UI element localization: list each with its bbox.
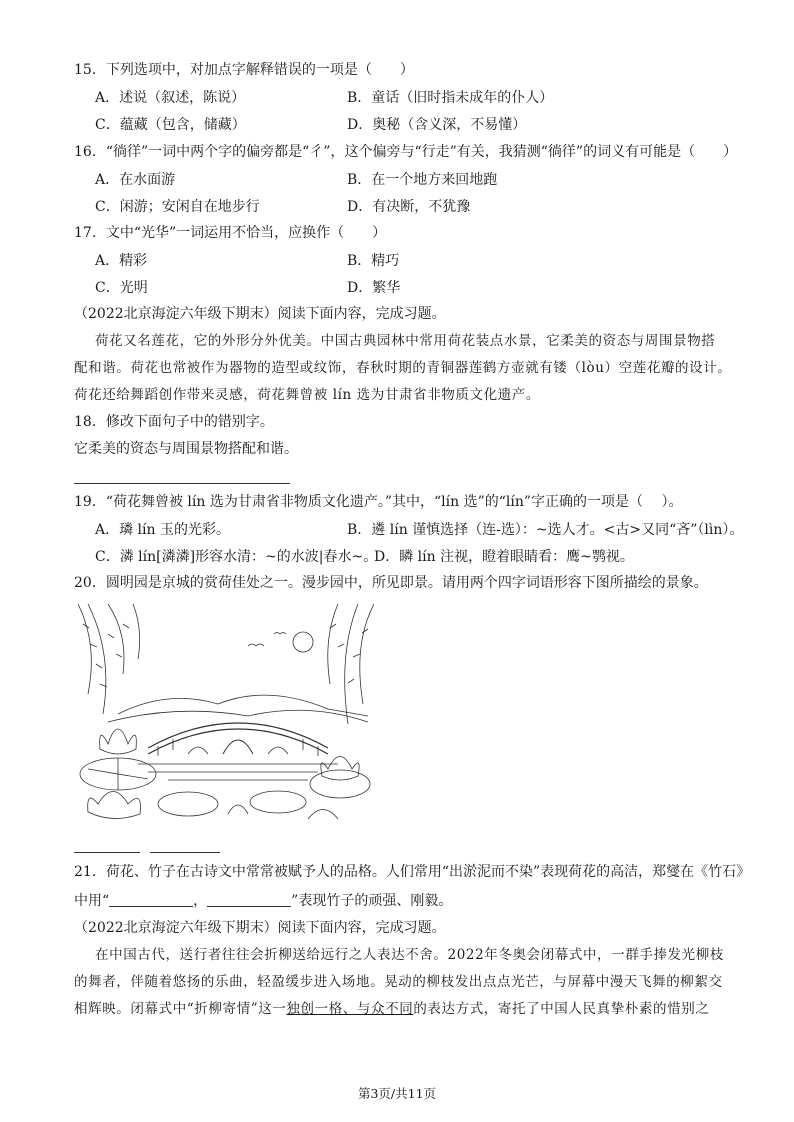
- q20-stem: 20．圆明园是京城的赏荷佳处之一。漫步园中，所见即景。请用两个四字词语形容下图所描绘的景象。: [74, 575, 708, 591]
- q21-blank-1[interactable]: [109, 892, 193, 907]
- page-number: 第3页/共11页: [357, 1086, 437, 1101]
- q16-option-c: C．闲游；安闲自在地步行: [95, 199, 260, 215]
- q16-option-b: B．在一个地方来回地跑: [347, 172, 498, 188]
- passage2-line-3-end: 的表达方式，寄托了中国人民真挚朴素的惜别之: [413, 1001, 710, 1017]
- q21-line-1: 21．荷花、竹子在古诗文中常常被赋予人的品格。人们常用“出淤泥而不染”表现荷花的高洁，郑燮在《竹石》: [74, 864, 751, 880]
- passage2-line-3-start: 相辉映。闭幕式中“折柳寄情”这一: [74, 1001, 287, 1017]
- q16-stem: 16．“徜徉”一词中两个字的偏旁都是“彳”，这个偏旁与“行走”有关，我猜测“徜徉”的词义有可能是（ ）: [74, 144, 738, 160]
- q15-option-c: C．蕴藏（包含，储藏）: [95, 117, 246, 133]
- passage2-underlined-phrase: 独创一格、与众不同: [286, 1001, 414, 1017]
- passage1-source: （2022北京海淀六年级下期末）阅读下面内容，完成习题。: [74, 306, 446, 322]
- lotus-pond-bridge-illustration: [78, 604, 374, 826]
- q21-line-2: [74, 891, 452, 911]
- q19-option-b: B．遴 lín 谨慎选择（连-选）：~选人才。<古>又同“吝”（lìn）。: [347, 522, 744, 538]
- passage2-line-1: 在中国古代，送行者往往会折柳送给远行之人表达不舍。2022年冬奥会闭幕式中，一群手捧发光柳枝: [95, 947, 724, 963]
- sun-icon: [293, 632, 313, 652]
- q15-option-b: B．童话（旧时指未成年的仆人）: [347, 90, 554, 106]
- q21-suffix: ”表现竹子的顽强、刚毅。: [291, 893, 453, 909]
- q17-option-a: A．精彩: [95, 253, 148, 269]
- q18-sentence: 它柔美的资态与周围景物搭配和谐。: [74, 441, 298, 457]
- passage2-line-2: 的舞者，伴随着悠扬的乐曲，轻盈缓步进入场地。晃动的柳枝发出点点光芒，与屏幕中漫天飞舞的柳絮交: [74, 974, 723, 990]
- q15-option-a: A．述说（叙述，陈说）: [95, 90, 246, 106]
- q18-answer-line[interactable]: [74, 483, 290, 484]
- passage2-line-3: [74, 999, 709, 1019]
- q16-option-a: A．在水面游: [95, 172, 176, 188]
- q19-option-d: D．瞵 lín 注视，瞪着眼睛看：鹰~鹗视。: [374, 549, 634, 565]
- q17-stem: 17．文中“光华”一词运用不恰当，应换作（ ）: [74, 225, 387, 241]
- q19-option-a: A．璘 lín 玉的光彩。: [95, 522, 230, 538]
- q18-stem: 18．修改下面句子中的错别字。: [74, 414, 274, 430]
- q16-option-d: D．有决断，不犹豫: [347, 199, 471, 215]
- passage1-line-2: 配和谐。荷花也常被作为器物的造型或纹饰，春秋时期的青铜器莲鹤方壶就有镂（lòu）空莲花瓣的设计。: [74, 360, 732, 376]
- q20-answer-blank-2[interactable]: [150, 852, 220, 853]
- q20-answer-blank-1[interactable]: [74, 852, 140, 853]
- q17-option-b: B．精巧: [347, 253, 400, 269]
- q21-blank-2[interactable]: [207, 892, 291, 907]
- passage1-line-3: 荷花还给舞蹈创作带来灵感，荷花舞曾被 lín 选为甘肃省非物质文化遗产。: [74, 387, 541, 403]
- q19-option-c: C．潾 lín[潾潾]形容水清：~的水波|春水~。: [95, 549, 378, 565]
- q15-stem: 15．下列选项中，对加点字解释错误的一项是（ ）: [74, 62, 414, 78]
- passage1-line-1: 荷花又名莲花，它的外形分外优美。中国古典园林中常用荷花装点水景，它柔美的资态与周围景物搭: [95, 333, 716, 349]
- q15-option-d: D．奥秘（含义深，不易懂）: [347, 117, 527, 133]
- q17-option-c: C．光明: [95, 280, 148, 296]
- q17-option-d: D．繁华: [347, 280, 401, 296]
- passage2-source: （2022北京海淀六年级下期末）阅读下面内容，完成习题。: [74, 920, 446, 936]
- q21-prefix: 中用“: [74, 893, 110, 909]
- q19-stem: 19．“荷花舞曾被 lín 选为甘肃省非物质文化遗产。”其中，“lín 选”的“lín”字正确的一项是（ ）。: [74, 494, 683, 510]
- q21-separator: ，: [193, 893, 208, 909]
